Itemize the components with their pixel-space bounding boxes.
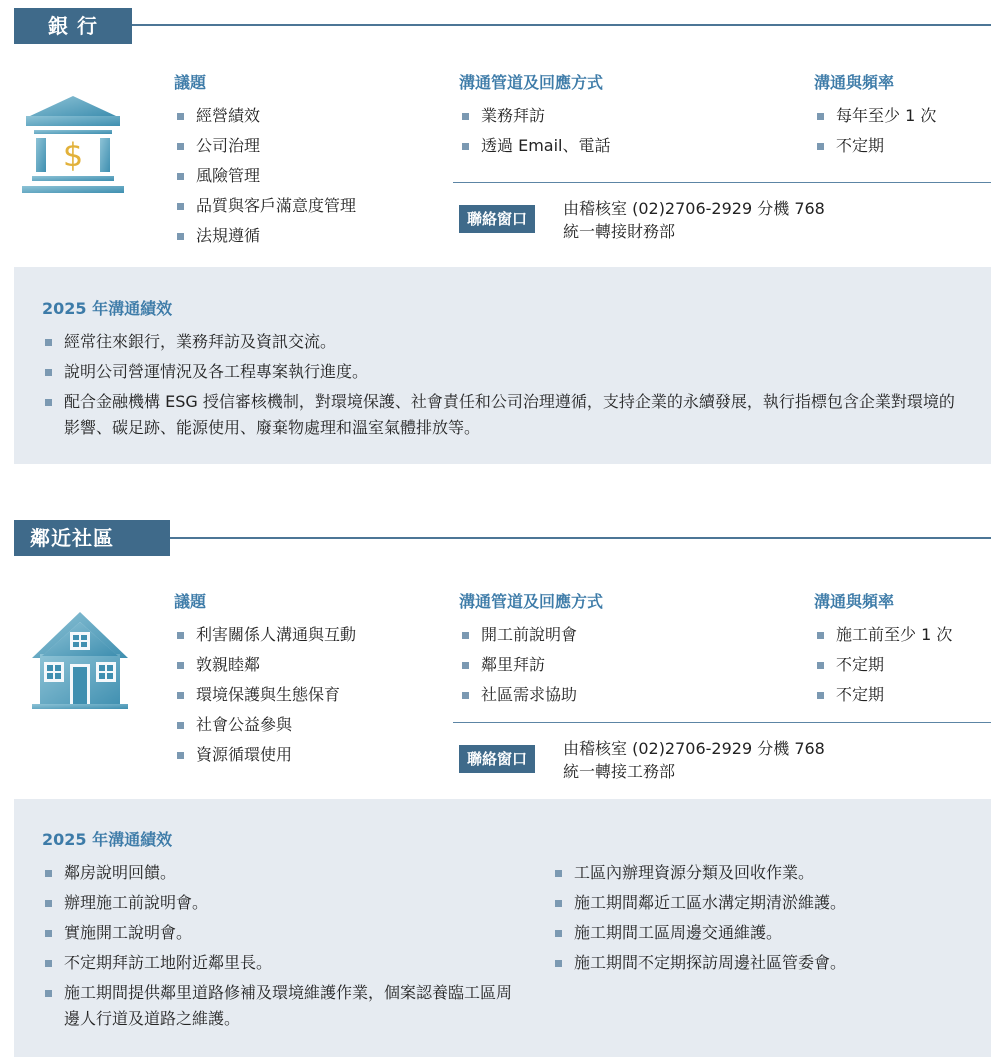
bank-issues-column bbox=[174, 70, 444, 251]
bank-section-heading: 銀 行 bbox=[14, 8, 132, 44]
bank-issue-item: 法規遵循 bbox=[174, 221, 444, 251]
community-channels-title: 溝通管道及回應方式 bbox=[459, 592, 604, 611]
bank-issue-item: 公司治理 bbox=[174, 131, 444, 161]
bank-contact-line1: 由稽核室 (02)2706-2929 分機 768 bbox=[563, 199, 825, 218]
bank-contact-rule bbox=[453, 182, 991, 183]
community-frequency-title: 溝通與頻率 bbox=[814, 592, 895, 611]
bank-frequency-column bbox=[814, 70, 994, 161]
bank-performance-item: 經常往來銀行，業務拜訪及資訊交流。 bbox=[42, 327, 962, 357]
community-frequency-item: 施工前至少 1 次 bbox=[814, 620, 994, 650]
community-channel-item: 開工前說明會 bbox=[459, 620, 779, 650]
bank-performance-panel bbox=[14, 267, 991, 464]
community-contact-rule bbox=[453, 722, 991, 723]
community-frequency-item: 不定期 bbox=[814, 650, 994, 680]
community-performance-item: 施工期間鄰近工區水溝定期清淤維護。 bbox=[552, 888, 972, 918]
bank-channels-column bbox=[459, 70, 779, 161]
bank-issue-item: 經營績效 bbox=[174, 101, 444, 131]
community-issue-item: 利害關係人溝通與互動 bbox=[174, 620, 444, 650]
community-performance-item: 辦理施工前說明會。 bbox=[42, 888, 512, 918]
community-section-heading: 鄰近社區 bbox=[14, 520, 170, 556]
bank-channel-item: 透過 Email、電話 bbox=[459, 131, 779, 161]
community-issues-column bbox=[174, 589, 444, 770]
community-performance-item: 工區內辦理資源分類及回收作業。 bbox=[552, 858, 972, 888]
community-channels-column bbox=[459, 589, 779, 710]
community-performance-item: 不定期拜訪工地附近鄰里長。 bbox=[42, 948, 512, 978]
bank-contact-line2: 統一轉接財務部 bbox=[563, 222, 676, 241]
community-performance-left-list bbox=[42, 858, 512, 1034]
bank-frequency-item: 每年至少 1 次 bbox=[814, 101, 994, 131]
bank-frequency-title: 溝通與頻率 bbox=[814, 73, 895, 92]
community-performance-item: 鄰房說明回饋。 bbox=[42, 858, 512, 888]
community-channel-item: 鄰里拜訪 bbox=[459, 650, 779, 680]
svg-text:$: $ bbox=[62, 136, 84, 174]
community-issue-item: 敦親睦鄰 bbox=[174, 650, 444, 680]
bank-performance-item: 配合金融機構 ESG 授信審核機制，對環境保護、社會責任和公司治理遵循，支持企業的永續發展，執行指標包含企業對環境的影響、碳足跡、能源使用、廢棄物處理和溫室氣體排放等。 bbox=[42, 387, 962, 443]
bank-performance-title: 2025 年溝通績效 bbox=[42, 299, 173, 318]
bank-issues-title: 議題 bbox=[174, 73, 207, 92]
community-performance-item: 施工期間不定期探訪周邊社區管委會。 bbox=[552, 948, 972, 978]
bank-issue-item: 品質與客戶滿意度管理 bbox=[174, 191, 444, 221]
community-issue-item: 資源循環使用 bbox=[174, 740, 444, 770]
community-channel-item: 社區需求協助 bbox=[459, 680, 779, 710]
community-heading-rule bbox=[170, 537, 991, 539]
community-performance-item: 實施開工說明會。 bbox=[42, 918, 512, 948]
bank-heading-rule bbox=[132, 24, 991, 26]
community-contact-line1: 由稽核室 (02)2706-2929 分機 768 bbox=[563, 739, 825, 758]
bank-channel-item: 業務拜訪 bbox=[459, 101, 779, 131]
community-performance-right-list bbox=[552, 858, 972, 978]
community-issues-title: 議題 bbox=[174, 592, 207, 611]
community-contact-badge: 聯絡窗口 bbox=[459, 745, 535, 773]
community-contact-line2: 統一轉接工務部 bbox=[563, 762, 676, 781]
bank-channels-title: 溝通管道及回應方式 bbox=[459, 73, 604, 92]
bank-performance-item: 說明公司營運情況及各工程專案執行進度。 bbox=[42, 357, 962, 387]
community-performance-title: 2025 年溝通績效 bbox=[42, 830, 173, 849]
community-issue-item: 社會公益參與 bbox=[174, 710, 444, 740]
community-performance-panel bbox=[14, 799, 991, 1057]
community-performance-item: 施工期間工區周邊交通維護。 bbox=[552, 918, 972, 948]
bank-issue-item: 風險管理 bbox=[174, 161, 444, 191]
community-performance-item: 施工期間提供鄰里道路修補及環境維護作業，個案認養臨工區周邊人行道及道路之維護。 bbox=[42, 978, 512, 1034]
community-frequency-item: 不定期 bbox=[814, 680, 994, 710]
community-frequency-column bbox=[814, 589, 994, 710]
bank-contact-badge: 聯絡窗口 bbox=[459, 205, 535, 233]
house-icon bbox=[30, 610, 130, 710]
bank-frequency-item: 不定期 bbox=[814, 131, 994, 161]
community-issue-item: 環境保護與生態保育 bbox=[174, 680, 444, 710]
bank-icon bbox=[20, 94, 126, 198]
